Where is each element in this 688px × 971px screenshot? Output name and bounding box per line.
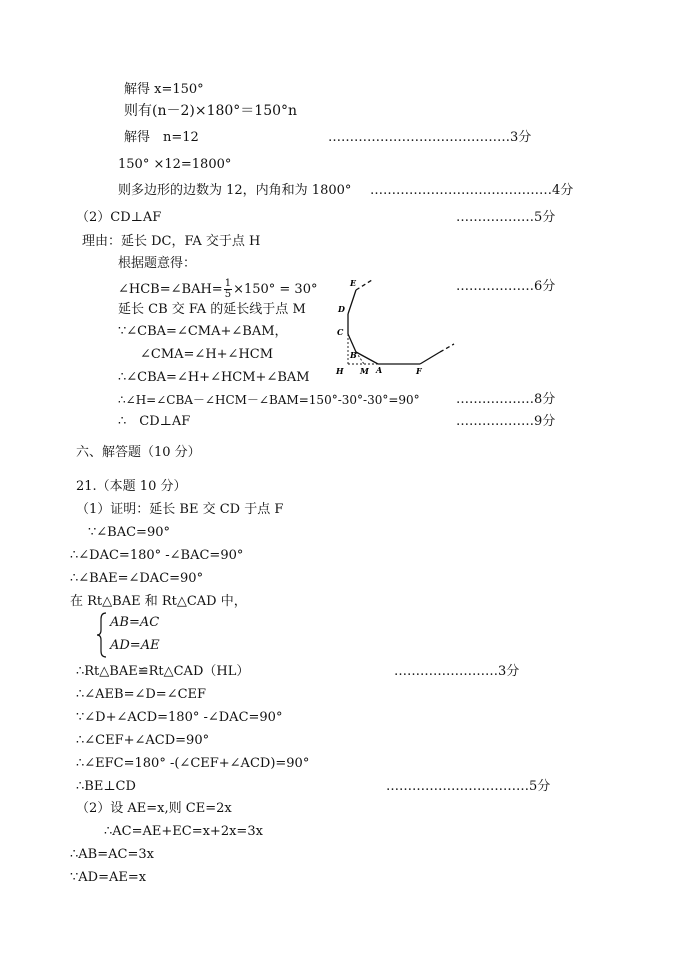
text-line: ∴∠AEB=∠D=∠CEF [76, 687, 207, 702]
text-line: ∴Rt△BAE≌Rt△CAD（HL） [76, 664, 250, 679]
score-marker: ………………8分 [456, 392, 556, 407]
text-line: 在 Rt△BAE 和 Rt△CAD 中， [70, 594, 247, 609]
text-line: ∴∠H=∠CBA－∠HCM－∠BAM=150°-30°-30°=90° [118, 393, 420, 407]
score-marker: ……………………………………3分 [328, 130, 532, 145]
point-label-F: F [416, 366, 422, 376]
text-line: ∴∠CBA=∠H+∠HCM+∠BAM [118, 370, 310, 385]
score-marker: ……………………………5分 [386, 779, 551, 794]
text-line: ∵∠BAC=90° [88, 525, 170, 540]
text-line: ∴∠EFC=180° -(∠CEF+∠ACD)=90° [76, 756, 310, 771]
question-heading: 21.（本题 10 分） [76, 479, 187, 494]
text-line: ∵∠D+∠ACD=180° -∠DAC=90° [76, 710, 283, 725]
geometry-figure [328, 272, 464, 380]
text-line: ∵AD=AE=x [70, 870, 147, 885]
text-line: （2）设 AE=x,则 CE=2x [76, 801, 232, 816]
text-line: （2）CD⊥AF [76, 210, 162, 225]
text-segment: ×150° = 30° [233, 282, 318, 297]
segment-ED [348, 290, 356, 314]
text-line: ∴∠CEF+∠ACD=90° [76, 733, 210, 748]
extension-F [440, 344, 454, 352]
score-marker: ………………9分 [456, 414, 556, 429]
text-line: 则多边形的边数为 12，内角和为 1800° [118, 183, 352, 198]
brace [96, 612, 108, 658]
text-line: 解得 n=12 [124, 130, 199, 145]
fraction-denominator: 5 [224, 289, 232, 300]
point-label-D: D [338, 304, 345, 314]
score-marker: ………………6分 [456, 279, 556, 294]
text-line: （1）证明：延长 BE 交 CD 于点 F [76, 502, 284, 517]
text-line: 理由：延长 DC，FA 交于点 H [82, 234, 261, 249]
text-line: 150° ×12=1800° [118, 157, 232, 172]
text-line: 则有(n－2)×180°＝150°n [124, 103, 298, 119]
text-segment: ∠HCB=∠BAH= [118, 282, 223, 297]
text-line: 根据题意得： [118, 256, 197, 271]
text-line: ∠CMA=∠H+∠HCM [140, 347, 274, 362]
segment-F-extension [420, 352, 440, 364]
text-line: ∴∠DAC=180° -∠BAC=90° [70, 548, 244, 563]
extension-E [356, 280, 372, 290]
text-line: 延长 CB 交 FA 的延长线于点 M [118, 302, 306, 317]
fraction [224, 279, 232, 300]
score-marker: ……………………3分 [394, 664, 520, 679]
text-line: ∴AC=AE+EC=x+2x=3x [104, 824, 263, 839]
text-line: 解得 x=150° [124, 82, 204, 97]
text-line-fraction [118, 279, 317, 300]
section-heading: 六、解答题（10 分） [76, 445, 201, 460]
segment-BA [356, 352, 378, 364]
text-line: ∴AB=AC=3x [70, 847, 154, 862]
text-line: AB=AC [110, 615, 160, 630]
point-label-A: A [376, 365, 383, 375]
point-label-H: H [336, 366, 344, 376]
point-label-B: B [350, 350, 357, 360]
point-label-E: E [350, 278, 357, 288]
text-line: AD=AE [110, 638, 160, 653]
point-label-C: C [337, 327, 344, 337]
fraction-numerator: 1 [224, 278, 232, 289]
text-line: ∴BE⊥CD [76, 779, 136, 794]
score-marker: ………………5分 [456, 210, 556, 225]
text-line: ∵∠CBA=∠CMA+∠BAM， [118, 324, 288, 339]
score-marker: ……………………………………4分 [370, 183, 574, 198]
text-line: ∴ CD⊥AF [118, 414, 191, 429]
text-line: ∴∠BAE=∠DAC=90° [70, 571, 204, 586]
point-label-M: M [360, 366, 369, 376]
